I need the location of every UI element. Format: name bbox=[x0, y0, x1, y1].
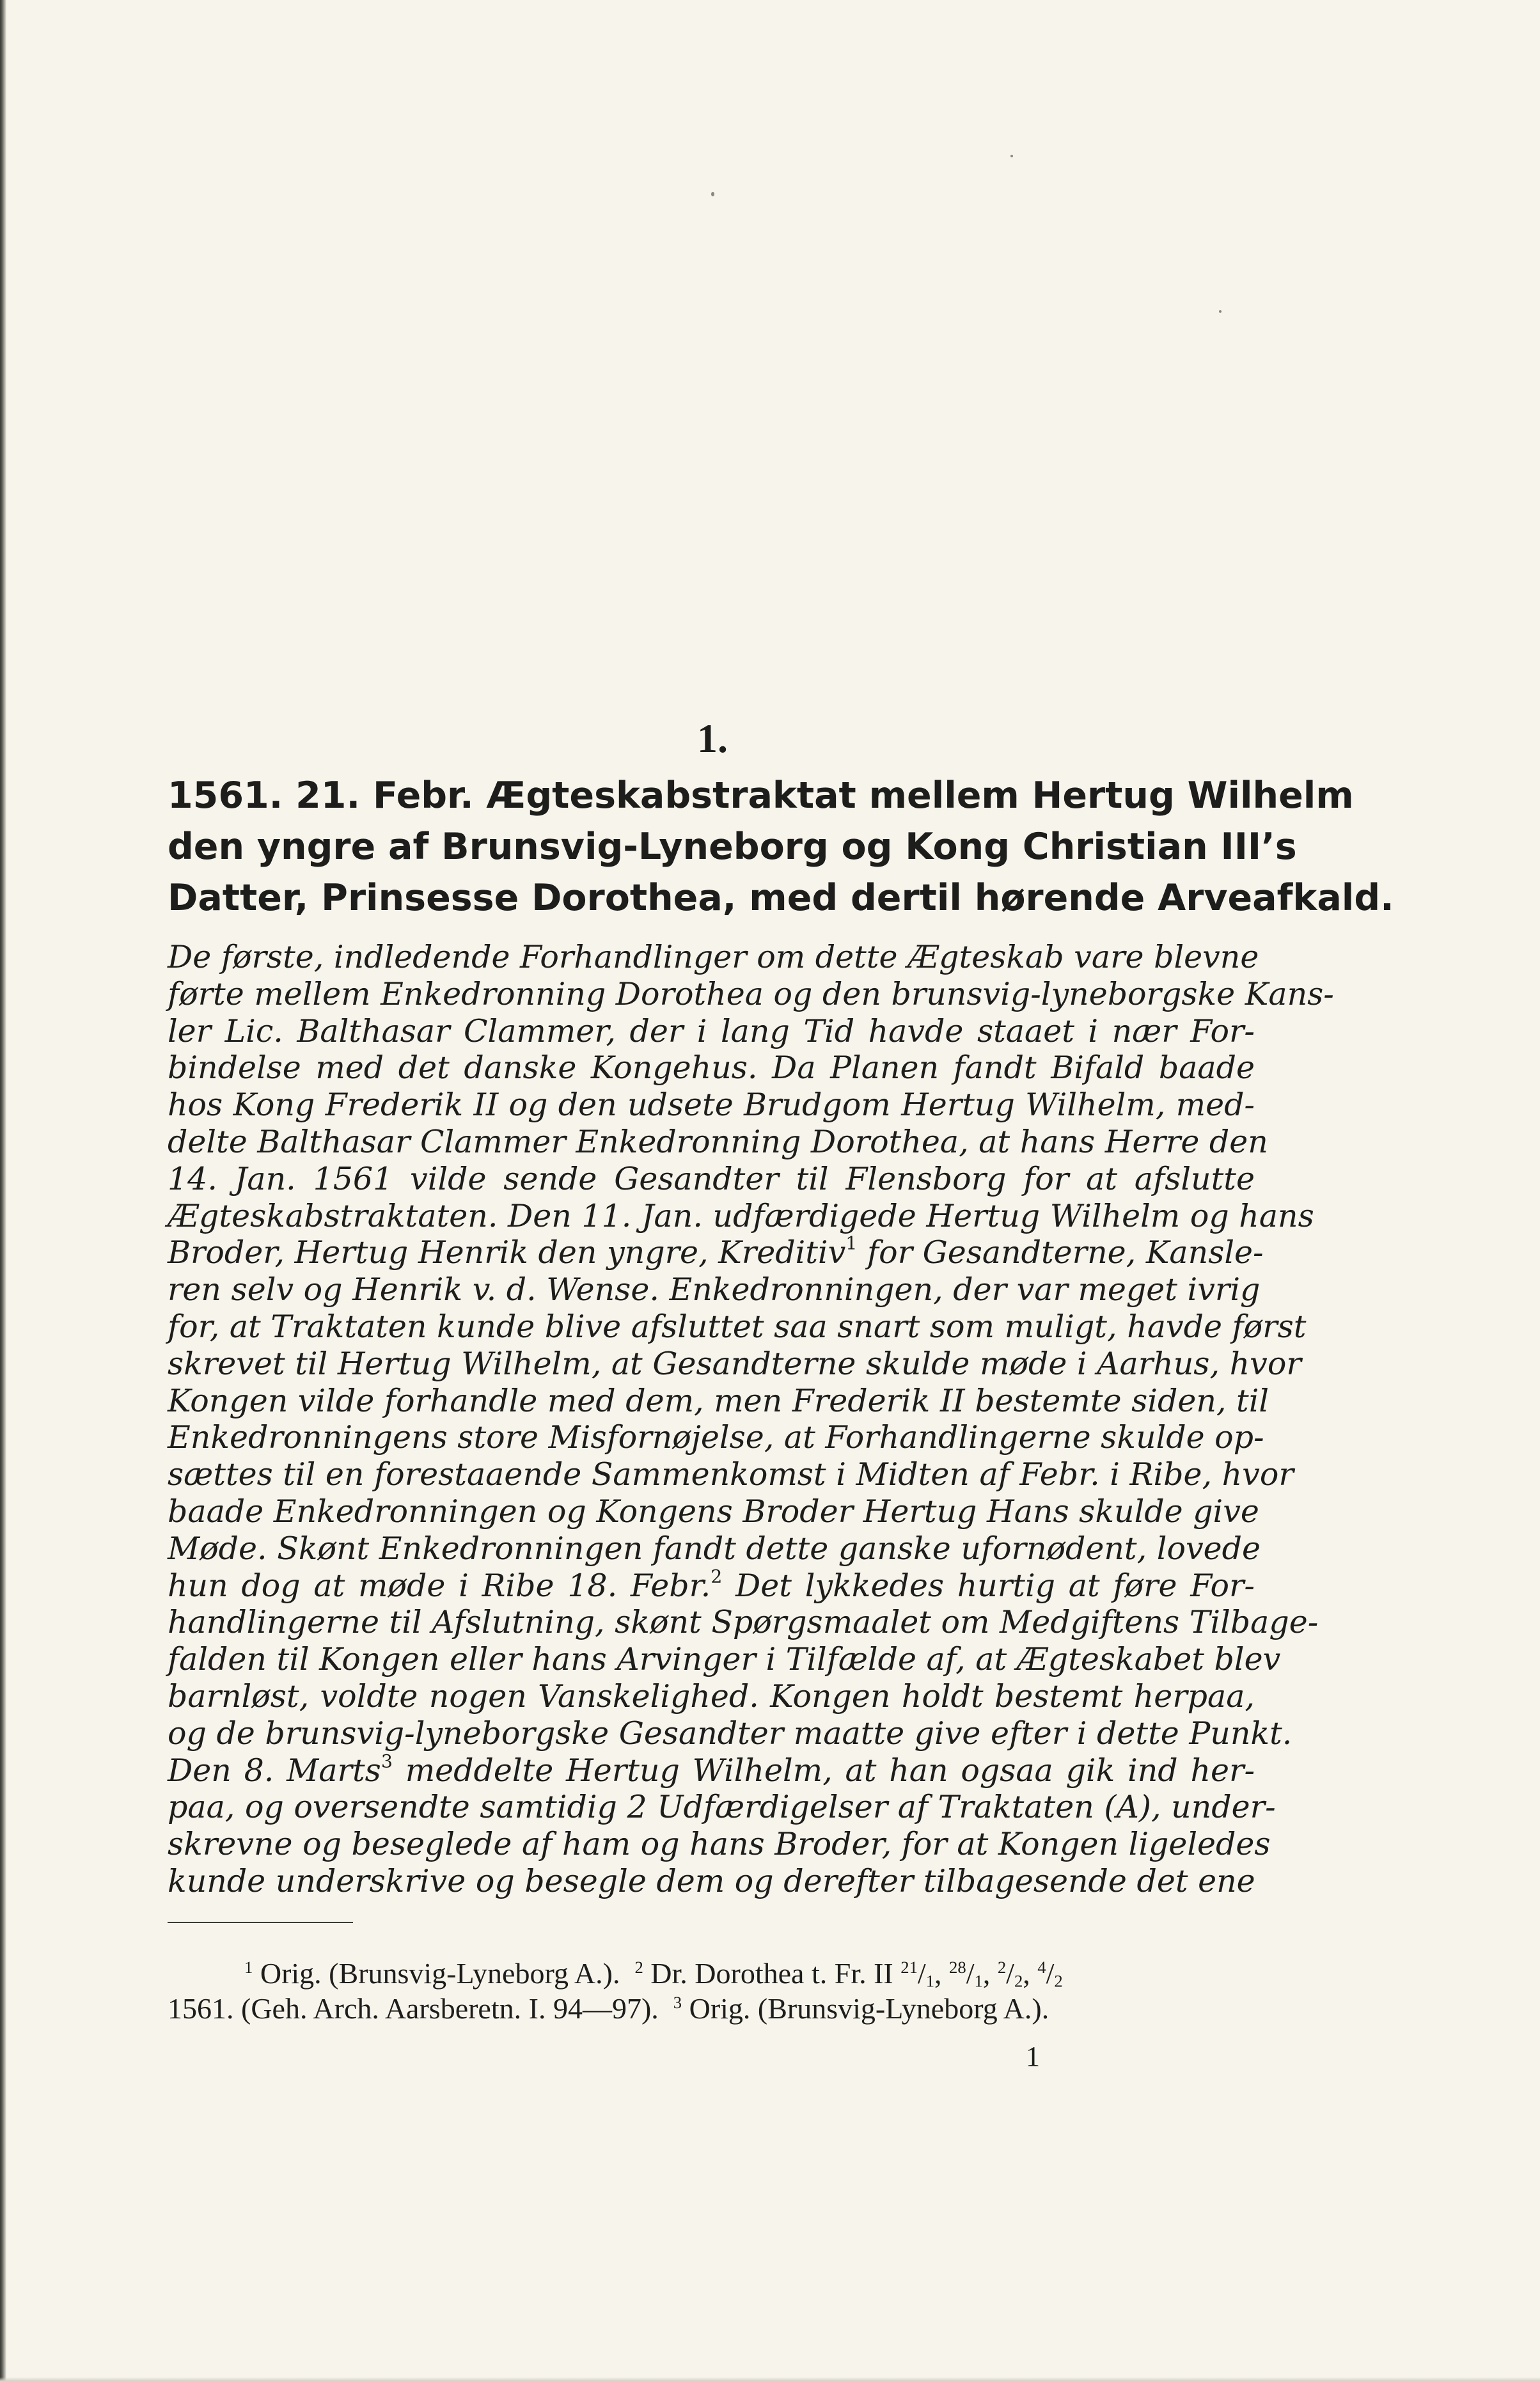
intro-line: Enkedronningens store Misfornøjelse, at Forhandlingerne skulde op- bbox=[168, 1419, 1264, 1456]
paper-speck bbox=[1010, 155, 1013, 157]
footnote-number: 3 bbox=[673, 1993, 682, 2012]
intro-line: Møde. Skønt Enkedronningen fandt dette ganske ufornødent, lovede bbox=[168, 1530, 1261, 1567]
fraction-num: 28 bbox=[949, 1958, 966, 1977]
paper-speck bbox=[711, 192, 714, 196]
intro-line: førte mellem Enkedronning Dorothea og den brunsvig-lyneborgske Kans- bbox=[168, 975, 1334, 1012]
heading-line: Datter, Prinsesse Dorothea, med dertil hørende Arveafkald. bbox=[168, 877, 1394, 919]
paper-speck bbox=[1219, 310, 1222, 313]
intro-text: hun dog at møde i Ribe 18. Febr. bbox=[168, 1567, 711, 1604]
intro-line: falden til Kongen eller hans Arvinger i Tilfælde af, at Ægteskabet blev bbox=[168, 1641, 1281, 1678]
footnote-text: Orig. (Brunsvig-Lyneborg A.). bbox=[260, 1957, 620, 1990]
intro-text: Den 8. Marts bbox=[168, 1752, 381, 1789]
intro-line: barnløst, voldte nogen Vanskelighed. Kongen holdt bestemt herpaa, bbox=[168, 1678, 1255, 1715]
intro-line: skrevne og beseglede af ham og hans Broder, for at Kongen ligeledes bbox=[168, 1826, 1271, 1863]
document-number: 1. bbox=[697, 716, 728, 761]
intro-line: bindelse med det danske Kongehus. Da Planen fandt Bifald baade bbox=[168, 1049, 1255, 1087]
footnote-number: 2 bbox=[634, 1958, 643, 1977]
fraction-num: 2 bbox=[997, 1958, 1007, 1977]
fraction-den: 2 bbox=[1014, 1971, 1023, 1991]
intro-line: Ægteskabstraktaten. Den 11. Jan. udfærdigede Hertug Wilhelm og hans bbox=[168, 1197, 1314, 1234]
heading-line: den yngre af Brunsvig-Lyneborg og Kong Christian III’s bbox=[168, 826, 1297, 868]
intro-line: Kongen vilde forhandle med dem, men Frederik II bestemte siden, til bbox=[168, 1382, 1269, 1419]
fraction-den: 1 bbox=[925, 1971, 935, 1991]
intro-line: handlingerne til Afslutning, skønt Spørgsmaalet om Medgiftens Tilbage- bbox=[168, 1604, 1319, 1641]
intro-line: sættes til en forestaaende Sammenkomst i Midten af Febr. i Ribe, hvor bbox=[168, 1456, 1294, 1493]
intro-line: De første, indledende Forhandlinger om dette Ægteskab vare blevne bbox=[168, 939, 1259, 975]
heading-line: 1561. 21. Febr. Ægteskabstraktat mellem Hertug Wilhelm bbox=[168, 774, 1354, 817]
intro-text: for Gesandterne, Kansle- bbox=[857, 1234, 1264, 1271]
intro-line: ler Lic. Balthasar Clammer, der i lang Tid havde staaet i nær For- bbox=[168, 1012, 1255, 1049]
intro-line: baade Enkedronningen og Kongens Broder Hertug Hans skulde give bbox=[168, 1493, 1259, 1530]
page-bottom-edge bbox=[0, 2377, 1540, 2381]
page-binding-edge bbox=[0, 0, 6, 2381]
footnote-text: Orig. (Brunsvig-Lyneborg A.). bbox=[689, 1992, 1049, 2025]
footnote-text: 1561. (Geh. Arch. Aarsberetn. I. 94—97). bbox=[168, 1992, 659, 2025]
footnote-text: Dr. Dorothea t. Fr. II bbox=[650, 1957, 893, 1990]
footnote-ref: 1 bbox=[845, 1233, 858, 1255]
intro-text: Det lykkedes hurtig at føre For- bbox=[722, 1567, 1255, 1604]
intro-line: delte Balthasar Clammer Enkedronning Dorothea, at hans Herre den bbox=[168, 1123, 1268, 1160]
fraction-den: 2 bbox=[1054, 1971, 1063, 1991]
intro-text: Broder, Hertug Henrik den yngre, Kreditiv bbox=[168, 1234, 846, 1271]
fraction-num: 4 bbox=[1037, 1958, 1046, 1977]
intro-line: ren selv og Henrik v. d. Wense. Enkedronningen, der var meget ivrig bbox=[168, 1271, 1261, 1308]
intro-line: 14. Jan. 1561 vilde sende Gesandter til Flensborg for at afslutte bbox=[168, 1160, 1255, 1197]
fraction-num: 21 bbox=[900, 1958, 918, 1977]
fraction-den: 1 bbox=[974, 1971, 983, 1991]
signature-mark: 1 bbox=[1026, 2041, 1040, 2072]
intro-line: og de brunsvig-lyneborgske Gesandter maatte give efter i dette Punkt. bbox=[168, 1715, 1292, 1752]
intro-text: meddelte Hertug Wilhelm, at han ogsaa gik ind her- bbox=[392, 1752, 1255, 1789]
footnote-number: 1 bbox=[244, 1958, 253, 1977]
document-heading bbox=[168, 770, 1394, 923]
footnote-line bbox=[168, 1991, 1255, 2026]
intro-line bbox=[168, 1752, 1255, 1789]
intro-line: paa, og oversendte samtidig 2 Udfærdigelser af Traktaten (A), under- bbox=[168, 1789, 1276, 1826]
intro-line bbox=[168, 1568, 1255, 1605]
footnote-ref: 3 bbox=[381, 1750, 393, 1772]
footnote-ref: 2 bbox=[711, 1566, 723, 1587]
intro-line: skrevet til Hertug Wilhelm, at Gesandterne skulde møde i Aarhus, hvor bbox=[168, 1345, 1301, 1382]
intro-line: hos Kong Frederik II og den udsete Brudgom Hertug Wilhelm, med- bbox=[168, 1087, 1255, 1124]
footnote-divider bbox=[168, 1922, 353, 1923]
footnote-line: $^1$ Orig. (Brunsvig-Lyneborg A.). $^2$ Dr. Dorothea t. Fr. II $^{21}/_1$, $^{28}/_1$, $^2/_2$, $^4/_2$ bbox=[244, 1957, 1063, 1991]
intro-line: kunde underskrive og besegle dem og derefter tilbagesende det ene bbox=[168, 1862, 1255, 1899]
intro-line bbox=[168, 1233, 1264, 1271]
footnotes bbox=[168, 1956, 1255, 2026]
intro-line: for, at Traktaten kunde blive afsluttet saa snart som muligt, havde først bbox=[168, 1308, 1307, 1345]
intro-paragraph bbox=[168, 939, 1334, 1900]
